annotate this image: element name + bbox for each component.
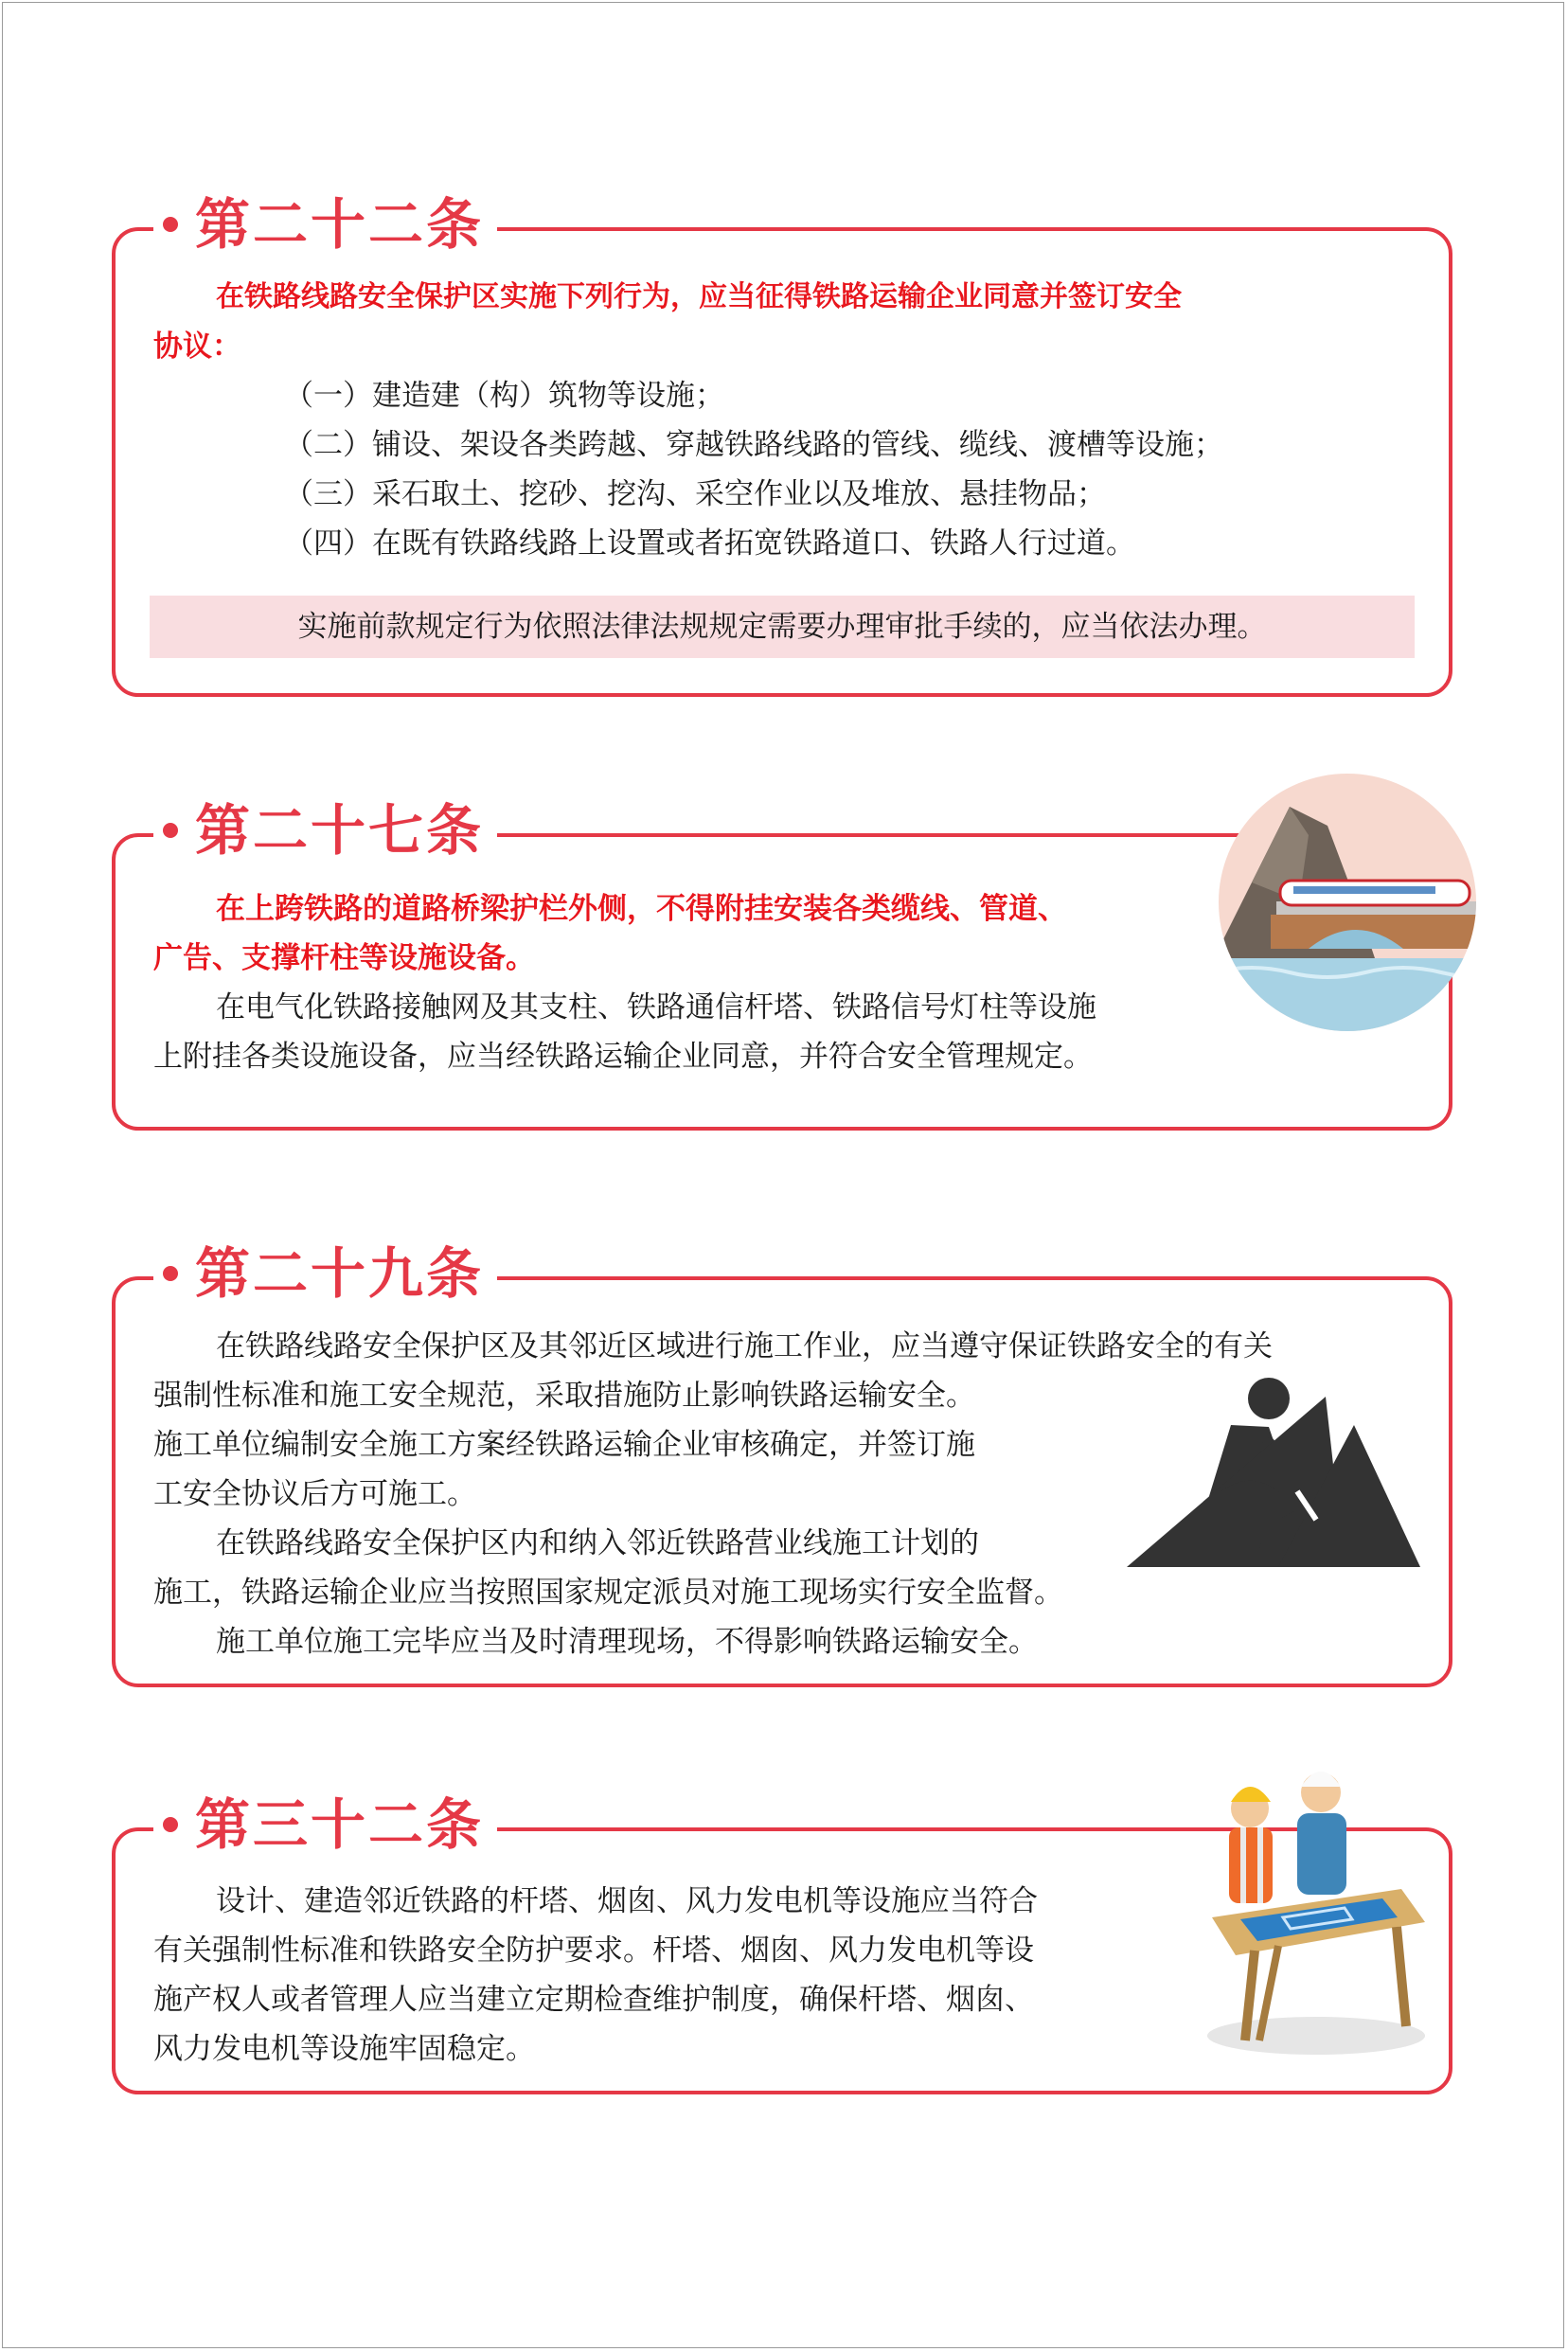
body-line: 施工，铁路运输企业应当按照国家规定派员对施工现场实行安全监督。 xyxy=(153,1576,1063,1610)
body-line: 在铁路线路安全保护区及其邻近区域进行施工作业，应当遵守保证铁路安全的有关 xyxy=(216,1329,1273,1363)
list-item: （二）铺设、架设各类跨越、穿越铁路线路的管线、缆线、渡槽等设施； xyxy=(284,428,1223,462)
article-title: 第二十七条 xyxy=(195,798,485,863)
article-22-body xyxy=(153,273,1411,568)
article-title: 第二十九条 xyxy=(195,1241,485,1306)
body-line: 风力发电机等设施牢固稳定。 xyxy=(153,2032,535,2066)
bullet-dot-icon xyxy=(163,217,178,232)
bullet-dot-icon xyxy=(163,823,178,838)
article-title: 第二十二条 xyxy=(195,192,485,257)
body-line: 强制性标准和施工安全规范，采取措施防止影响铁路运输安全。 xyxy=(153,1379,975,1413)
list-item: （三）采石取土、挖砂、挖沟、采空作业以及堆放、悬挂物品； xyxy=(284,477,1106,511)
body-line: 上附挂各类设施设备，应当经铁路运输企业同意，并符合安全管理规定。 xyxy=(153,1040,1093,1074)
lead-line: 在上跨铁路的道路桥梁护栏外侧，不得附挂安装各类缆线、管道、 xyxy=(216,892,1067,926)
body-line: 在电气化铁路接触网及其支柱、铁路通信杆塔、铁路信号灯柱等设施 xyxy=(216,990,1096,1025)
body-line: 在铁路线路安全保护区内和纳入邻近铁路营业线施工计划的 xyxy=(216,1526,979,1560)
body-line: 施产权人或者管理人应当建立定期检查维护制度，确保杆塔、烟囱、 xyxy=(153,1983,1034,2017)
approval-note: 实施前款规定行为依照法律法规规定需要办理审批手续的，应当依法办理。 xyxy=(150,596,1415,658)
body-line: 施工单位施工完毕应当及时清理现场，不得影响铁路运输安全。 xyxy=(216,1625,1038,1659)
lead-line: 在铁路线路安全保护区实施下列行为，应当征得铁路运输企业同意并签订安全 xyxy=(216,280,1182,313)
article-22-card xyxy=(112,192,1452,697)
lead-line: 广告、支撑杆柱等设施设备。 xyxy=(153,941,535,975)
body-line: 施工单位编制安全施工方案经铁路运输企业审核确定，并签订施 xyxy=(153,1428,975,1462)
engineers-blueprint-illustration xyxy=(1203,1756,1430,2059)
article-27-heading xyxy=(153,788,497,873)
construction-worker-icon xyxy=(1127,1378,1420,1569)
train-bridge-illustration xyxy=(1214,769,1481,1036)
article-29-heading xyxy=(153,1231,497,1316)
article-32-heading xyxy=(153,1782,497,1867)
list-item: （四）在既有铁路线路上设置或者拓宽铁路道口、铁路人行过道。 xyxy=(284,526,1135,561)
lead-line: 协议： xyxy=(153,330,241,364)
body-line: 工安全协议后方可施工。 xyxy=(153,1477,476,1511)
article-title: 第三十二条 xyxy=(195,1792,485,1857)
bullet-dot-icon xyxy=(163,1817,178,1832)
body-line: 有关强制性标准和铁路安全防护要求。杆塔、烟囱、风力发电机等设 xyxy=(153,1933,1034,1968)
body-line: 设计、建造邻近铁路的杆塔、烟囱、风力发电机等设施应当符合 xyxy=(216,1884,1038,1918)
list-item: （一）建造建（构）筑物等设施； xyxy=(284,379,724,413)
article-22-heading xyxy=(153,182,497,267)
bullet-dot-icon xyxy=(163,1266,178,1281)
